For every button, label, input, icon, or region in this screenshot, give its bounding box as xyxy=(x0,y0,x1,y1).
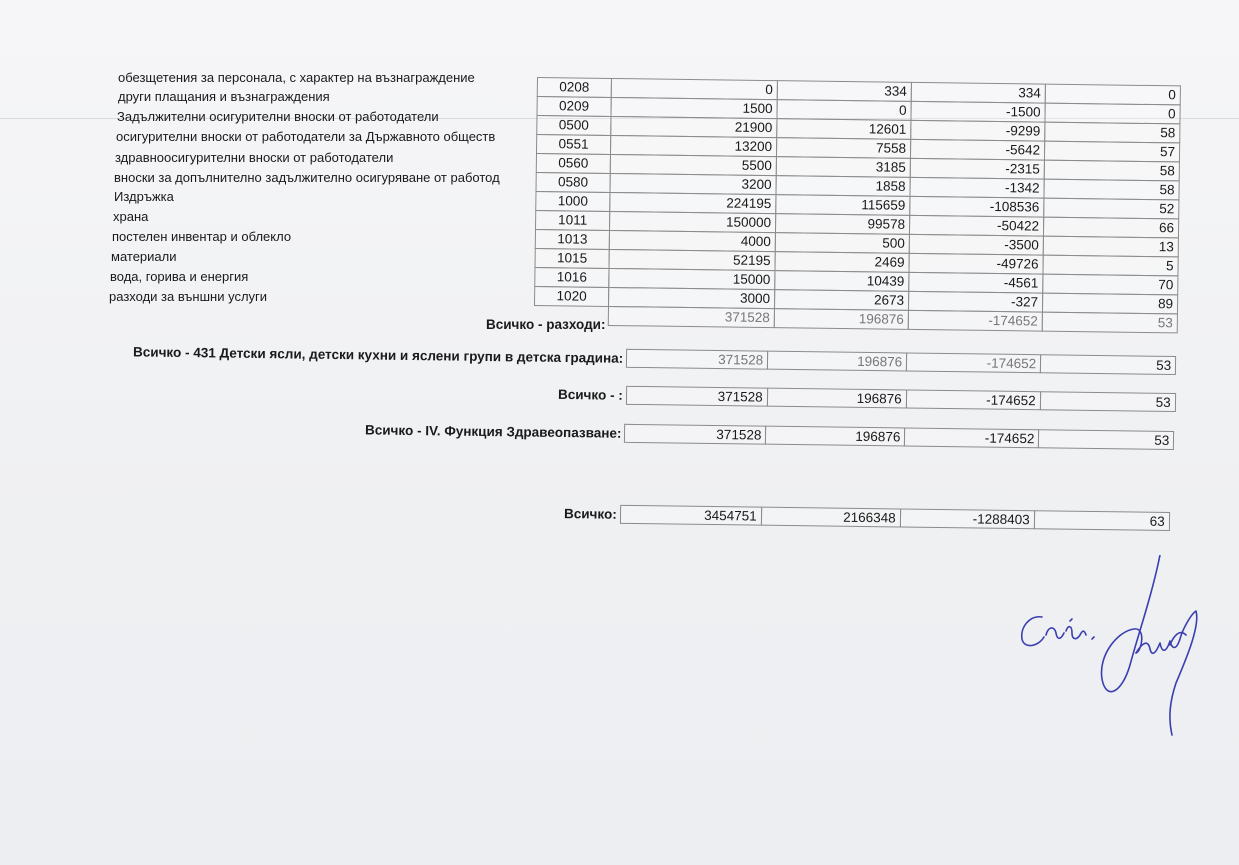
total-label-nurseries: Всичко - 431 Детски ясли, детски кухни и яслени групи в детска градина: xyxy=(132,343,624,366)
row-description: материали xyxy=(111,249,177,264)
paragraph-code: 1015 xyxy=(534,248,609,269)
plan-value: 150000 xyxy=(609,211,776,233)
paragraph-code: 1020 xyxy=(534,286,609,307)
percent-value: 66 xyxy=(1043,217,1179,239)
difference-total: -174652 xyxy=(904,427,1039,448)
paragraph-code: 1013 xyxy=(535,229,610,250)
percent-total: 53 xyxy=(1040,354,1176,375)
percent-value: 0 xyxy=(1045,84,1181,106)
difference-value: -9299 xyxy=(910,120,1045,142)
total-label-expenses: Всичко - разходи: xyxy=(486,317,606,332)
plan-value: 224195 xyxy=(609,192,776,214)
row-description: осигурителни вноски от работодатели за Държавното обществ xyxy=(116,129,496,144)
difference-value: -5642 xyxy=(910,139,1045,161)
difference-total: -174652 xyxy=(908,310,1043,332)
difference-total: -174652 xyxy=(906,389,1041,410)
difference-value: 334 xyxy=(911,82,1046,104)
actual-value: 7558 xyxy=(776,137,911,159)
plan-value: 3200 xyxy=(609,173,776,195)
actual-value: 0 xyxy=(776,99,911,121)
percent-total: 53 xyxy=(1042,312,1178,334)
plan-value: 0 xyxy=(611,78,778,100)
percent-value: 89 xyxy=(1042,293,1178,315)
total-label-grand: Всичко: xyxy=(564,505,618,522)
plan-value: 5500 xyxy=(610,154,777,176)
actual-value: 1858 xyxy=(775,175,910,197)
percent-value: 70 xyxy=(1042,274,1178,296)
plan-value: 21900 xyxy=(610,116,777,138)
difference-value: -50422 xyxy=(909,215,1044,237)
plan-total: 371528 xyxy=(626,386,768,407)
plan-total: 371528 xyxy=(626,349,768,370)
paragraph-code: 0500 xyxy=(536,115,611,136)
paragraph-code: 0209 xyxy=(536,96,611,117)
plan-value: 52195 xyxy=(608,249,775,271)
paragraph-code: 1011 xyxy=(535,210,610,231)
paragraph-code: 0551 xyxy=(536,134,611,155)
percent-total: 53 xyxy=(1040,391,1176,412)
plan-total: 371528 xyxy=(624,424,766,445)
row-description: постелен инвентар и облекло xyxy=(112,229,292,244)
actual-value: 99578 xyxy=(775,213,910,235)
total-label-blank: Всичко - : xyxy=(558,386,624,403)
row-description: вода, горива и енергия xyxy=(110,269,249,284)
actual-value: 3185 xyxy=(776,156,911,178)
difference-value: -49726 xyxy=(908,253,1043,275)
row-description: разходи за външни услуги xyxy=(109,289,268,304)
difference-value: -2315 xyxy=(910,158,1045,180)
row-description: обезщетения за персонала, с характер на възнаграждение xyxy=(118,70,475,85)
row-description: храна xyxy=(113,209,149,224)
difference-value: -1342 xyxy=(909,177,1044,199)
percent-total: 63 xyxy=(1034,510,1170,531)
plan-value: 1500 xyxy=(610,97,777,119)
paragraph-code: 0560 xyxy=(536,153,611,174)
percent-value: 58 xyxy=(1044,160,1180,182)
percent-value: 57 xyxy=(1044,141,1180,163)
percent-value: 52 xyxy=(1043,198,1179,220)
plan-total: 371528 xyxy=(608,306,775,328)
total-label-health-function: Всичко - IV. Функция Здравеопазване: xyxy=(364,421,622,441)
difference-value: -3500 xyxy=(909,234,1044,256)
percent-value: 13 xyxy=(1043,236,1179,258)
paragraph-code: 0580 xyxy=(535,172,610,193)
paragraph-code: 1000 xyxy=(535,191,610,212)
percent-value: 58 xyxy=(1044,122,1180,144)
actual-total: 2166348 xyxy=(761,507,901,528)
plan-value: 4000 xyxy=(609,230,776,252)
actual-value: 2469 xyxy=(774,251,909,273)
actual-total: 196876 xyxy=(774,308,909,330)
actual-total: 196876 xyxy=(767,351,907,372)
difference-value: -327 xyxy=(908,291,1043,313)
paragraph-code: 0208 xyxy=(537,77,612,98)
percent-value: 0 xyxy=(1044,103,1180,125)
budget-table xyxy=(534,77,1180,332)
difference-value: -108536 xyxy=(909,196,1044,218)
actual-total: 196876 xyxy=(765,426,905,447)
row-description: Издръжка xyxy=(114,189,174,204)
paragraph-code: 1016 xyxy=(534,267,609,288)
row-description: други плащания и възнаграждения xyxy=(118,89,330,104)
plan-value: 13200 xyxy=(610,135,777,157)
plan-total: 3454751 xyxy=(620,505,762,526)
percent-value: 58 xyxy=(1043,179,1179,201)
row-description: Задължителни осигурителни вноски от работодатели xyxy=(117,109,439,124)
plan-value: 3000 xyxy=(608,287,775,309)
actual-value: 334 xyxy=(777,80,912,102)
actual-value: 2673 xyxy=(774,289,909,311)
actual-value: 500 xyxy=(775,232,910,254)
actual-value: 10439 xyxy=(774,270,909,292)
difference-total: -174652 xyxy=(906,352,1041,373)
percent-total: 53 xyxy=(1038,429,1174,450)
difference-total: -1288403 xyxy=(900,508,1035,529)
plan-value: 15000 xyxy=(608,268,775,290)
actual-total: 196876 xyxy=(767,388,907,409)
difference-value: -4561 xyxy=(908,272,1043,294)
handwritten-signature xyxy=(1010,555,1210,745)
difference-value: -1500 xyxy=(910,101,1045,123)
actual-value: 12601 xyxy=(776,118,911,140)
actual-value: 115659 xyxy=(775,194,910,216)
row-description: вноски за допълнително задължително осигуряване от работод xyxy=(114,170,500,185)
percent-value: 5 xyxy=(1042,255,1178,277)
row-description: здравноосигурителни вноски от работодатели xyxy=(115,150,394,165)
